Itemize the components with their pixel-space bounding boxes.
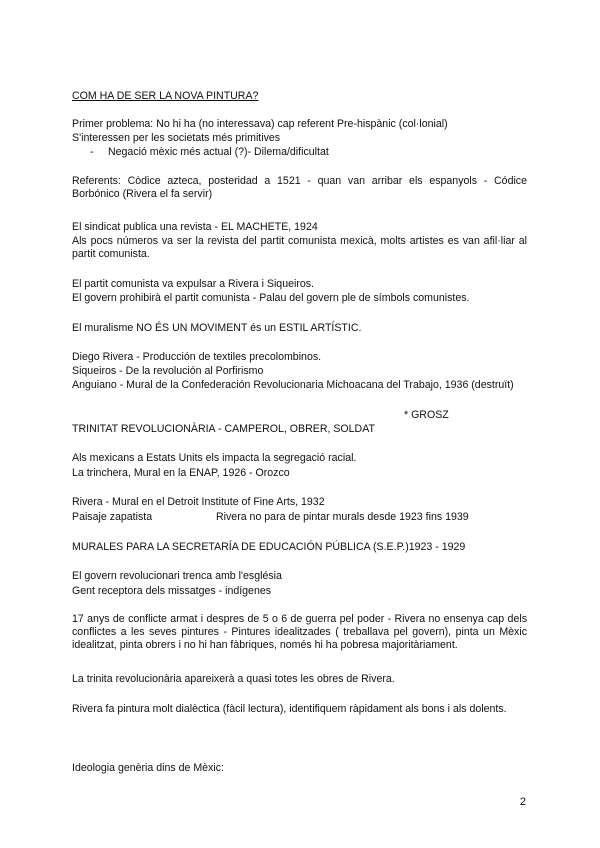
paragraph-segregacio: Als mexicans a Estats Units els impacta la segregació racial. [72, 452, 357, 464]
paragraph-prohibira: El govern prohibirà el partit comunista - Palau del govern ple de símbols comunistes. [72, 292, 470, 304]
line-esglesia: El govern revolucionari trenca amb l'església [72, 570, 282, 582]
line-trinchera: La trinchera, Mural en la ENAP, 1926 - Orozco [72, 467, 290, 479]
line-paisaje-zapatista: Paisaje zapatista [72, 511, 153, 523]
line-anguiano: Anguiano - Mural de la Confederación Revolucionaria Michoacana del Trabajo, 1936 (destruït) [72, 379, 514, 391]
page-number: 2 [519, 796, 526, 808]
paragraph-muralisme: El muralisme NO ÉS UN MOVIMENT és un ESTIL ARTÍSTIC. [72, 322, 362, 334]
line-rivera-murals: Rivera no para de pintar murals desde 1923 fins 1939 [216, 511, 469, 523]
paragraph-primer-problema: Primer problema: No hi ha (no interessava) cap referent Pre-hispànic (col·lonial) [72, 118, 448, 130]
paragraph-conflicte: 17 anys de conflicte armat i despres de 5 o 6 de guerra pel poder - Rivera no ensenya cap dels conflictes a les seves pintures - Pintures idealitzades ( treballava pel govern), pinta un Mèxic idealitzat, pinta obrers i no hi han fàbriques, només hi ha pobresa majoritàriament. [72, 613, 527, 651]
line-diego-rivera: Diego Rivera - Producción de textiles precolombinos. [72, 351, 322, 363]
line-indigenes: Gent receptora dels missatges - indígenes [72, 585, 272, 597]
note-grosz: * GROSZ [404, 409, 449, 421]
paragraph-societats: S'interessen per les societats més primitives [72, 132, 281, 144]
line-trinitat: TRINITAT REVOLUCIONÀRIA - CAMPEROL, OBRER, SOLDAT [72, 423, 375, 435]
paragraph-referents: Referents: Còdice azteca, posteridad a 1521 - quan van arribar els espanyols - Códice Borbónico (Rivera el fa servir) [72, 175, 527, 200]
paragraph-expulsar: El partit comunista va expulsar a Rivera i Siqueiros. [72, 278, 314, 290]
section-heading: COM HA DE SER LA NOVA PINTURA? [72, 90, 259, 102]
bullet-dash: - [90, 146, 94, 158]
line-siqueiros: Siqueiros - De la revolución al Porfirismo [72, 365, 264, 377]
line-detroit: Rivera - Mural en el Detroit Institute of Fine Arts, 1932 [72, 496, 325, 508]
heading-murales-sep: MURALES PARA LA SECRETARÍA DE EDUCACIÓN PÚBLICA (S.E.P.)1923 - 1929 [72, 541, 466, 553]
paragraph-revista: Als pocs números va ser la revista del partit comunista mexicà, molts artistes es van afil·liar al partit comunista. [72, 235, 527, 260]
paragraph-ideologia: Ideologia genèria dins de Mèxic: [72, 762, 224, 774]
paragraph-dialectica: Rivera fa pintura molt dialèctica (fàcil lectura), identifiquem ràpidament als bons i als dolents. [72, 703, 507, 715]
paragraph-trinita: La trinita revolucionària apareixerà a quasi totes les obres de Rivera. [72, 673, 395, 685]
paragraph-sindicat: El sindicat publica una revista - EL MACHETE, 1924 [72, 221, 318, 233]
bullet-item: Negació mèxic més actual (?)- Dilema/dificultat [108, 146, 329, 158]
